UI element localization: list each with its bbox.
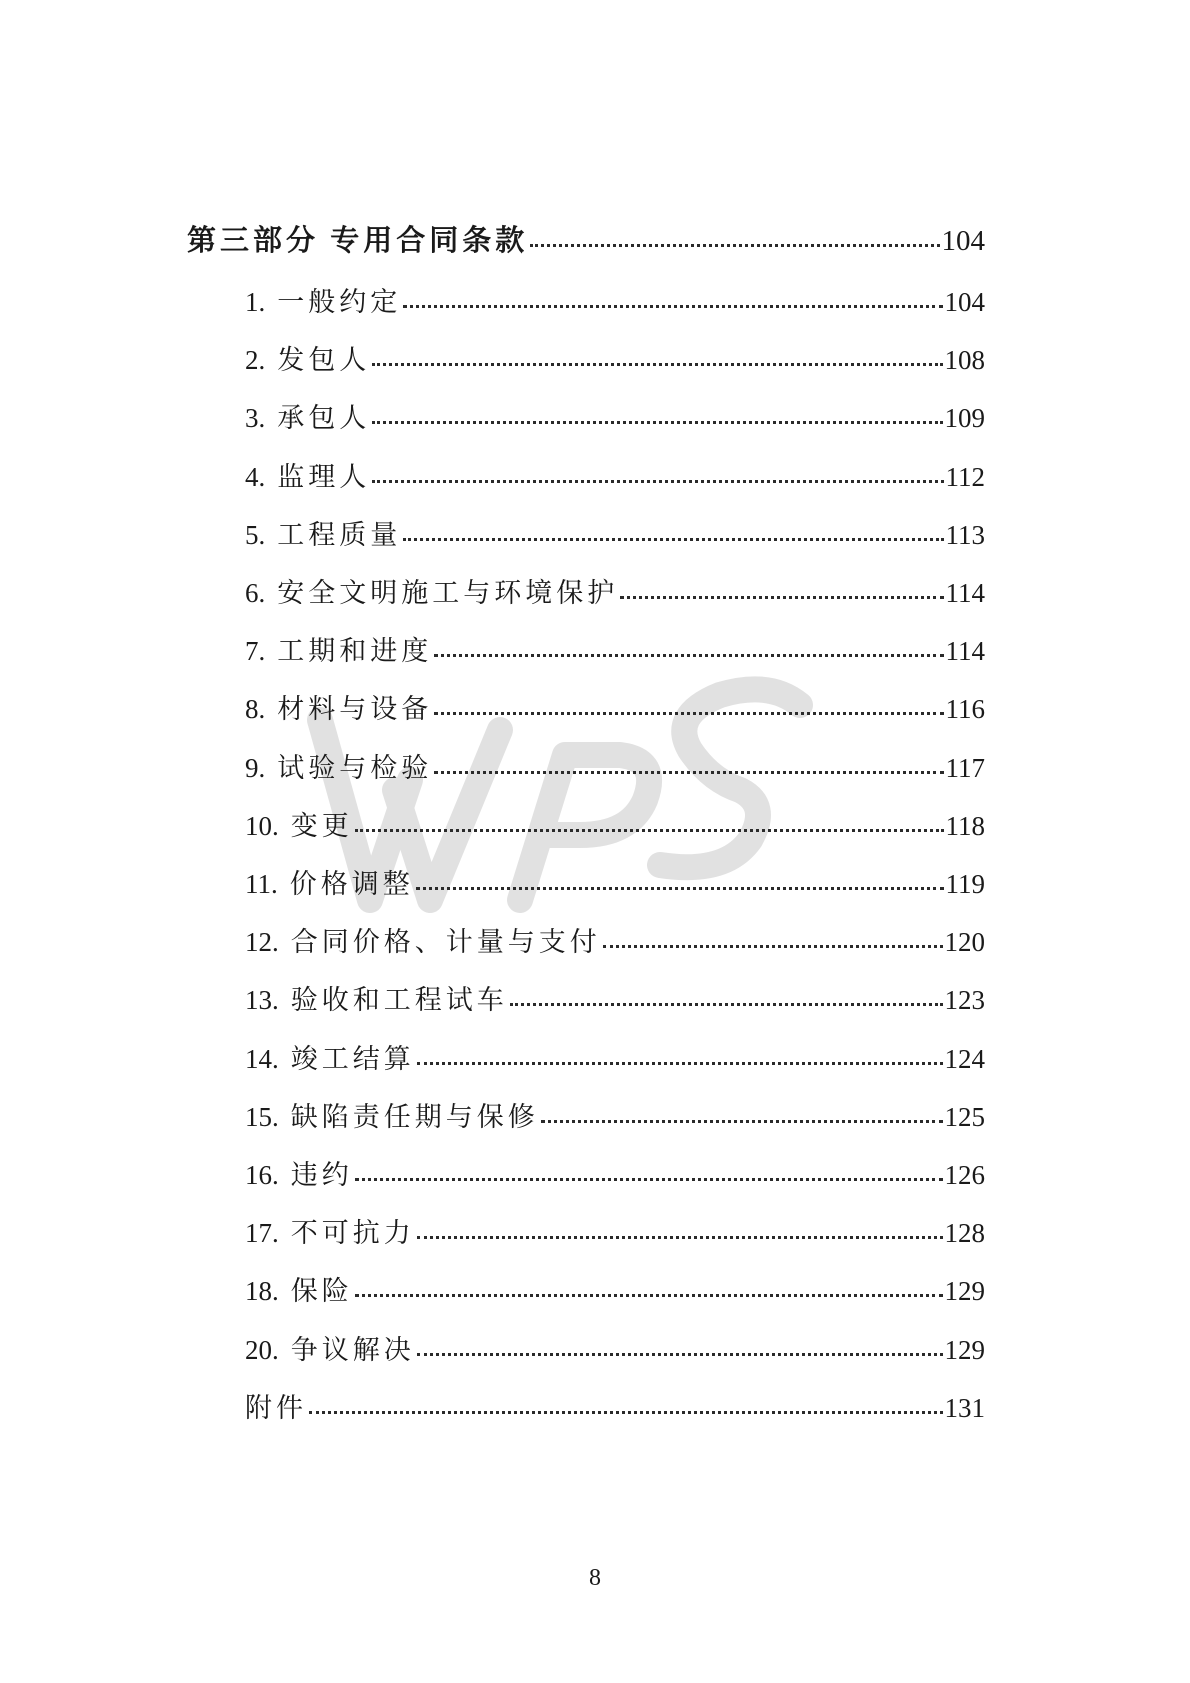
toc-entry-page: 104 [944, 287, 985, 317]
toc-entry-page: 116 [945, 694, 985, 725]
toc-entry-number: 14. [245, 1043, 279, 1074]
toc-entry-number: 9. [245, 752, 266, 783]
toc-leader [309, 1411, 943, 1414]
toc-entry-page: 129 [944, 1334, 985, 1365]
toc-entry-number: 20. [245, 1334, 279, 1365]
toc-entry-page: 123 [944, 985, 985, 1016]
toc-entry-title: 缺陷责任期与保修 [290, 1101, 539, 1132]
toc-entry[interactable] [245, 1386, 985, 1425]
toc-entry[interactable] [245, 746, 985, 785]
toc-entry-title: 竣工结算 [290, 1043, 415, 1074]
toc-entry-title: 工程质量 [277, 519, 402, 550]
toc-entry-title: 不可抗力 [290, 1218, 415, 1249]
toc-entry-page: 109 [944, 403, 985, 434]
toc-leader [417, 1236, 943, 1239]
toc-entry[interactable] [245, 455, 985, 494]
toc-entry-page: 124 [944, 1043, 985, 1074]
toc-entry-title: 保险 [290, 1276, 353, 1307]
toc-entry-page: 118 [945, 810, 985, 841]
toc-entry[interactable] [245, 1037, 985, 1076]
toc-entry-page: 112 [945, 461, 985, 492]
toc-heading[interactable] [187, 218, 985, 259]
toc-leader [355, 1294, 943, 1297]
toc-entry-number: 12. [245, 927, 279, 958]
toc-leader [510, 1003, 943, 1006]
toc-entry[interactable] [245, 862, 985, 901]
toc-entry[interactable] [245, 629, 985, 668]
toc-entry-title: 附件 [245, 1392, 307, 1423]
toc-entry-page: 126 [944, 1160, 985, 1190]
toc-entry-page: 119 [945, 869, 985, 899]
toc-entry-number: 4. [245, 461, 266, 492]
toc-entry-page: 113 [945, 519, 985, 550]
toc-entry-page: 125 [944, 1101, 985, 1132]
toc-heading-title: 第三部分 专用合同条款 [187, 225, 529, 257]
toc-entry-page: 120 [944, 927, 985, 958]
toc-entry[interactable] [245, 280, 985, 319]
toc-entry[interactable] [245, 687, 985, 726]
toc-entry-page: 114 [945, 636, 985, 667]
toc-entry[interactable] [245, 1328, 985, 1367]
toc-entry[interactable] [245, 1153, 985, 1192]
toc-entry-page: 114 [945, 578, 985, 608]
toc-leader [417, 1353, 943, 1356]
toc-leader [372, 421, 942, 424]
toc-entry-title: 材料与设备 [277, 694, 433, 725]
toc-entry[interactable] [245, 513, 985, 552]
toc-leader [403, 538, 943, 541]
toc-entry-number: 11. [245, 869, 278, 899]
toc-entry-page: 129 [944, 1276, 985, 1307]
toc-leader [416, 887, 944, 890]
toc-entry[interactable] [245, 804, 985, 843]
toc-leader [434, 654, 943, 657]
toc-entry[interactable] [245, 1211, 985, 1250]
toc-entry-title: 试验与检验 [277, 752, 433, 783]
toc-entry-number: 15. [245, 1101, 279, 1132]
toc-leader [603, 945, 943, 948]
toc-leader [372, 480, 943, 483]
toc-entry-title: 工期和进度 [277, 636, 433, 667]
toc-entry[interactable] [245, 571, 985, 610]
toc-leader [530, 244, 939, 247]
toc-leader [355, 1178, 943, 1181]
toc-leader [403, 305, 942, 308]
toc-heading-page: 104 [941, 225, 985, 257]
toc-entry-title: 违约 [290, 1160, 353, 1190]
toc-entry-title: 合同价格、计量与支付 [290, 927, 601, 958]
toc-entry-title: 承包人 [277, 403, 371, 434]
toc-entry-title: 变更 [290, 810, 353, 841]
toc-entry-title: 监理人 [277, 461, 371, 492]
toc-entry-number: 17. [245, 1218, 279, 1249]
toc-leader [355, 829, 944, 832]
toc-entry-page: 128 [944, 1218, 985, 1249]
toc-leader [434, 771, 943, 774]
toc-leader [434, 712, 943, 715]
toc-entry-page: 117 [945, 752, 985, 783]
toc-entry-title: 一般约定 [277, 287, 402, 317]
toc-entry[interactable] [245, 338, 985, 377]
toc-leader [541, 1120, 943, 1123]
toc-entry-page: 131 [944, 1392, 985, 1423]
toc-entry-number: 3. [245, 403, 266, 434]
toc-leader [417, 1062, 943, 1065]
toc-entry-number: 8. [245, 694, 266, 725]
toc-leader [372, 363, 942, 366]
page-number: 8 [589, 1565, 601, 1591]
toc-entry-title: 发包人 [277, 345, 371, 376]
toc-entry[interactable] [245, 1095, 985, 1134]
toc-entry-number: 6. [245, 578, 266, 608]
toc-entry-number: 2. [245, 345, 266, 376]
toc-entry-number: 10. [245, 810, 279, 841]
toc-entry[interactable] [245, 920, 985, 959]
toc-entry-page: 108 [944, 345, 985, 376]
toc-entry-number: 1. [245, 287, 266, 317]
toc-entry-number: 7. [245, 636, 266, 667]
toc-entry-title: 安全文明施工与环境保护 [277, 578, 619, 608]
toc-entry-title: 价格调整 [289, 869, 414, 899]
toc-entry-number: 16. [245, 1160, 279, 1190]
toc-entry[interactable] [245, 978, 985, 1017]
toc-entry-number: 18. [245, 1276, 279, 1307]
toc-entry-title: 验收和工程试车 [290, 985, 508, 1016]
toc-entry[interactable] [245, 1269, 985, 1308]
toc-leader [620, 596, 943, 599]
toc-entry-number: 13. [245, 985, 279, 1016]
toc-entry-number: 5. [245, 519, 266, 550]
toc-entry-title: 争议解决 [290, 1334, 415, 1365]
toc-entry[interactable] [245, 396, 985, 435]
